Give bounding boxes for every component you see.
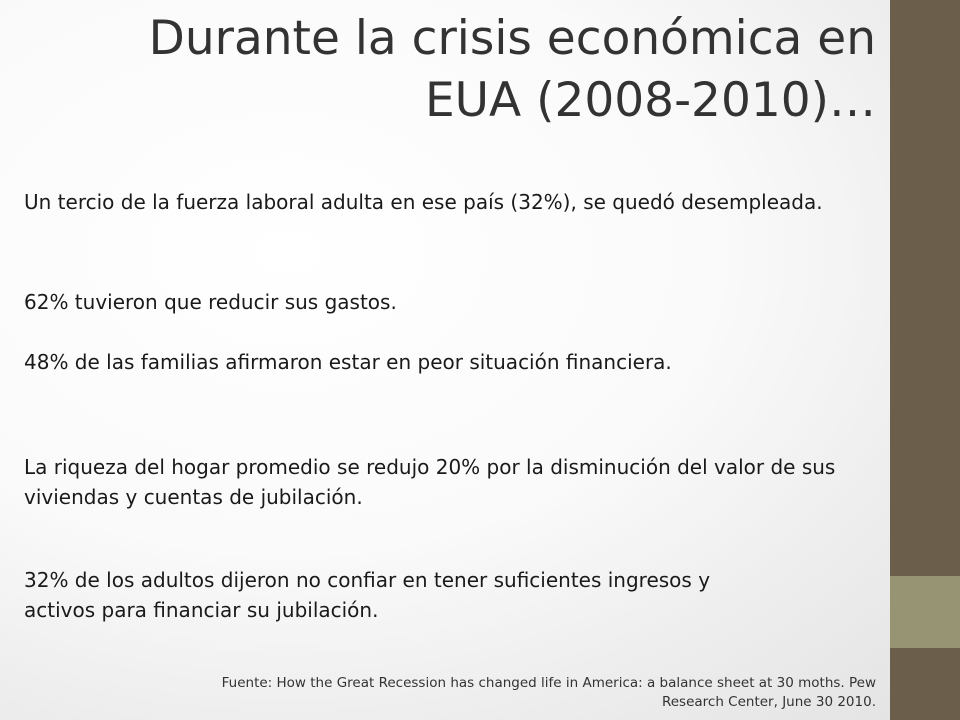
paragraph-unemployment: Un tercio de la fuerza laboral adulta en ese país (32%), se quedó desempleada.: [24, 190, 823, 214]
paragraph-financial-situation: 48% de las familias afirmaron estar en peor situación financiera.: [24, 350, 672, 374]
sidebar-accent-block: [890, 576, 960, 648]
source-citation: Fuente: How the Great Recession has changed life in America: a balance sheet at 30 moths. Pew Research Center, June 30 2010.: [221, 675, 876, 710]
slide-title: Durante la crisis económica en EUA (2008-2010)…: [148, 11, 876, 128]
paragraph-spending-cut: 62% tuvieron que reducir sus gastos.: [24, 290, 397, 314]
paragraph-retirement-confidence: 32% de los adultos dijeron no confiar en tener suficientes ingresos y activos para financiar su jubilación.: [24, 568, 711, 622]
paragraph-household-wealth: La riqueza del hogar promedio se redujo 20% por la disminución del valor de sus viviendas y cuentas de jubilación.: [24, 455, 836, 509]
